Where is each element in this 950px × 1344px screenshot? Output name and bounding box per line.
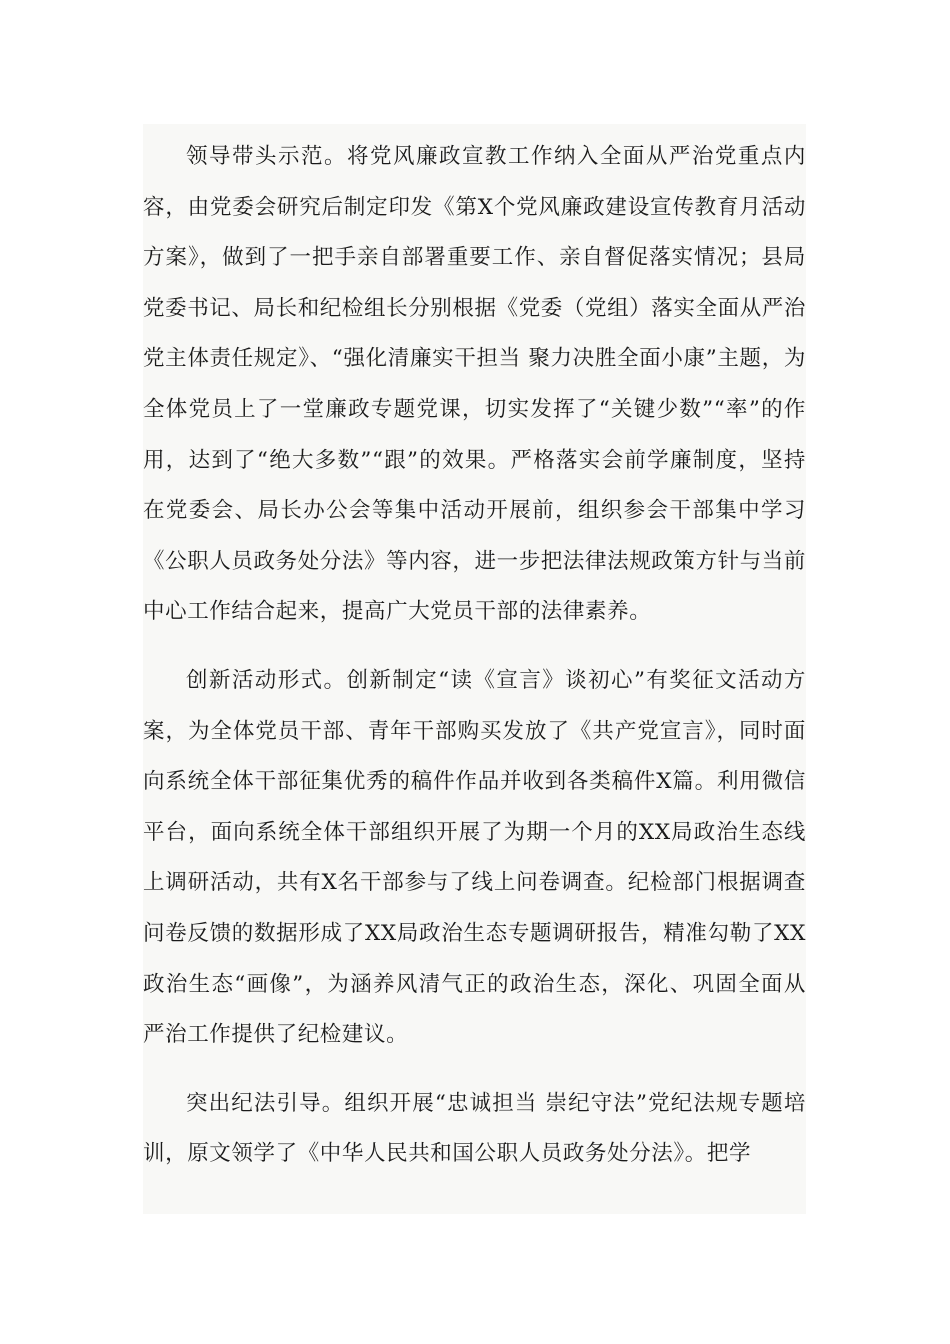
document-body	[143, 124, 806, 1214]
paragraph-leadership-example: 领导带头示范。将党风廉政宣教工作纳入全面从严治党重点内容，由党委会研究后制定印发《第X个党风廉政建设宣传教育月活动方案》，做到了一把手亲自部署重要工作、亲自督促落实情况；县局党委书记、局长和纪检组长分别根据《党委（党组）落实全面从严治党主体责任规定》、“强化清廉实干担当 聚力决胜全面小康”主题，为全体党员上了一堂廉政专题党课，切实发挥了“关键少数”“率”的作用，达到了“绝大多数”“跟”的效果。严格落实会前学廉制度，坚持在党委会、局长办公会等集中活动开展前，组织参会干部集中学习《公职人员政务处分法》等内容，进一步把法律法规政策方针与当前中心工作结合起来，提高广大党员干部的法律素养。	[143, 144, 806, 625]
paragraph-discipline-guidance: 突出纪法引导。组织开展“忠诚担当 崇纪守法”党纪法规专题培训，原文领学了《中华人民共和国公职人员政务处分法》。把学	[143, 1090, 806, 1167]
paragraph-innovative-activities: 创新活动形式。创新制定“读《宣言》谈初心”有奖征文活动方案，为全体党员干部、青年干部购买发放了《共产党宣言》，同时面向系统全体干部征集优秀的稿件作品并收到各类稿件X篇。利用微信平台，面向系统全体干部组织开展了为期一个月的XX局政治生态线上调研活动，共有X名干部参与了线上问卷调查。纪检部门根据调查问卷反馈的数据形成了XX局政治生态专题调研报告，精准勾勒了XX政治生态“画像”，为涵养风清气正的政治生态，深化、巩固全面从严治工作提供了纪检建议。	[143, 667, 806, 1048]
